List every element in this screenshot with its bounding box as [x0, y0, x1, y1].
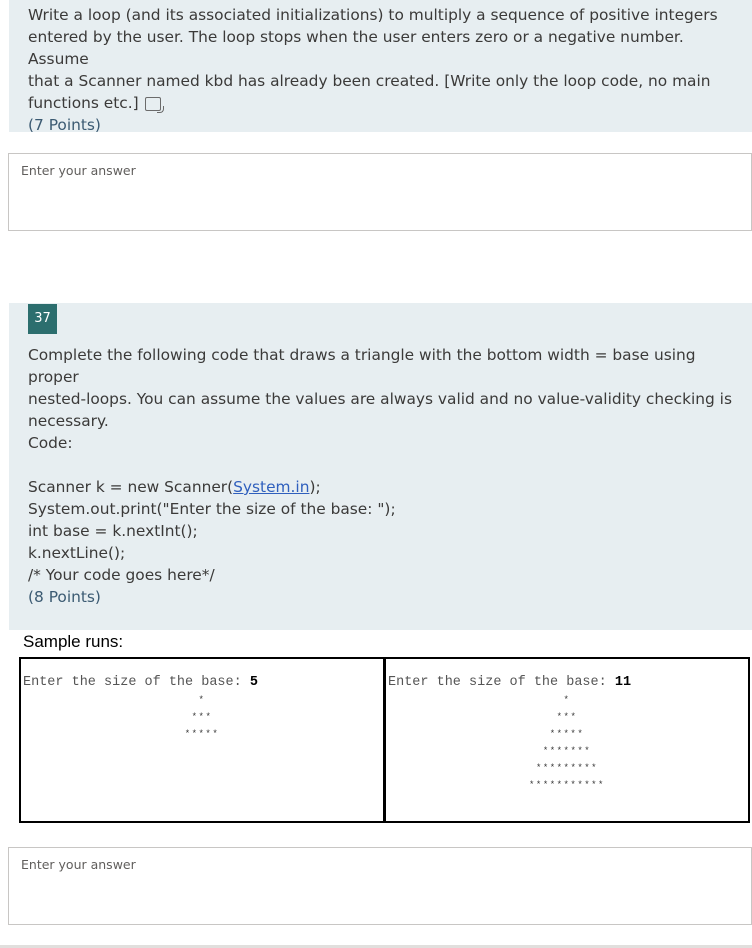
- sample-run-2: [384, 657, 750, 823]
- code-line: /* Your code goes here*/: [28, 566, 215, 584]
- system-in-link[interactable]: System.in: [233, 478, 310, 496]
- question-36-card: [9, 0, 752, 132]
- question-text-line: Write a loop (and its associated initializations) to multiply a sequence of positive integers: [28, 6, 718, 24]
- description-line: necessary.: [28, 412, 109, 430]
- run-input-value: 5: [249, 675, 258, 690]
- description-line: Complete the following code that draws a triangle with the bottom width = base using proper: [28, 346, 696, 386]
- answer-input-36[interactable]: [21, 163, 721, 178]
- triangle-row: *: [563, 695, 571, 705]
- sample-run-1: [19, 657, 385, 823]
- run-input-value: 11: [614, 675, 632, 690]
- run-prompt: Enter the size of the base: 11: [388, 675, 632, 690]
- sample-runs-title: Sample runs:: [23, 632, 124, 651]
- code-line: Scanner k = new Scanner(System.in);: [28, 478, 321, 496]
- code-label: Code:: [28, 434, 73, 452]
- question-37-description: [28, 344, 738, 432]
- question-36-text: [28, 4, 738, 136]
- question-text-line: that a Scanner named kbd has already been created. [Write only the loop code, no main: [28, 72, 711, 90]
- description-line: nested-loops. You can assume the values are always valid and no value-validity checking is: [28, 390, 732, 408]
- triangle-row: *******: [542, 746, 592, 756]
- triangle-row: *********: [535, 763, 599, 773]
- question-number-badge: 37: [28, 304, 57, 334]
- triangle-row: ***: [556, 712, 578, 722]
- triangle-row: *: [198, 695, 206, 705]
- code-line: k.nextLine();: [28, 544, 126, 562]
- answer-field-37[interactable]: [8, 847, 752, 925]
- answer-input-37[interactable]: [21, 857, 721, 872]
- code-line: System.out.print("Enter the size of the base: ");: [28, 500, 396, 518]
- triangle-row: ***********: [529, 780, 605, 790]
- sample-runs-image: [9, 630, 752, 826]
- code-block: [28, 476, 738, 608]
- triangle-row: ***: [191, 712, 213, 722]
- question-points: (7 Points): [28, 116, 101, 134]
- question-text-line: functions etc.]: [28, 92, 738, 114]
- triangle-row: *****: [549, 729, 585, 739]
- immersive-reader-icon[interactable]: [145, 97, 161, 111]
- question-text-line: entered by the user. The loop stops when the user enters zero or a negative number. Assume: [28, 28, 684, 68]
- triangle-row: *****: [184, 729, 220, 739]
- code-line: int base = k.nextInt();: [28, 522, 198, 540]
- run-prompt: Enter the size of the base: 5: [23, 675, 258, 690]
- question-points: (8 Points): [28, 588, 101, 606]
- answer-field-36[interactable]: [8, 153, 752, 231]
